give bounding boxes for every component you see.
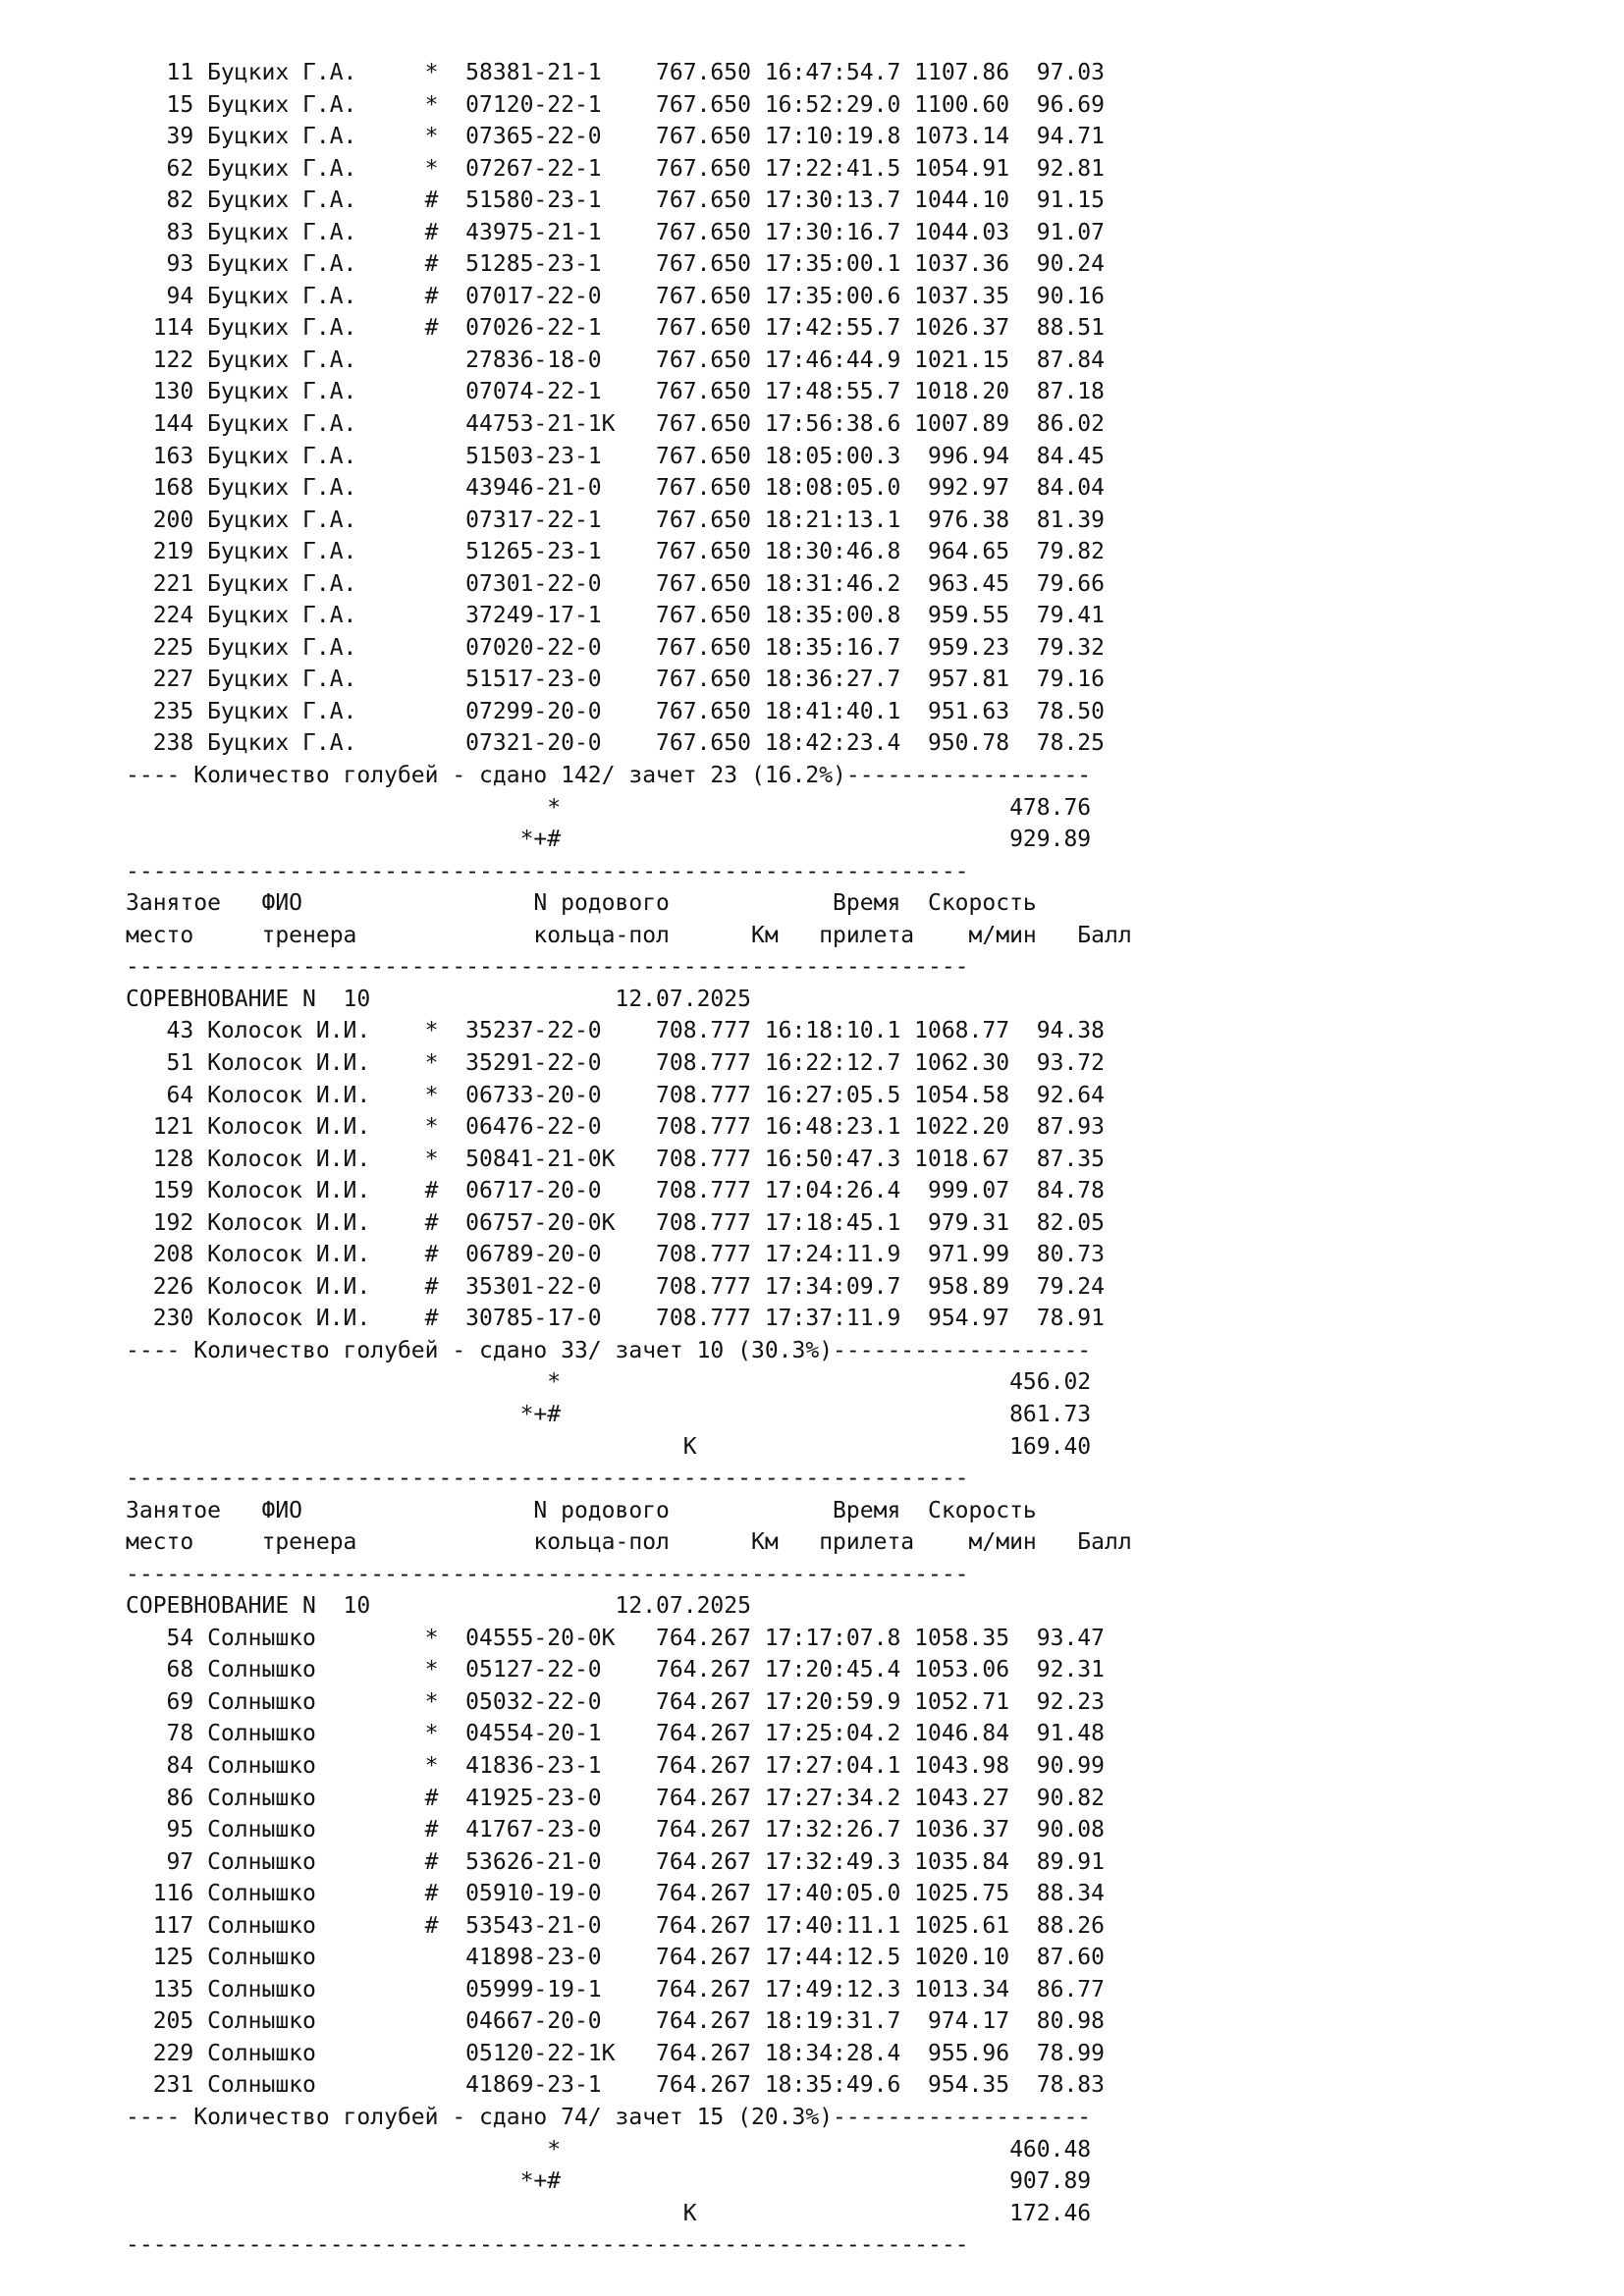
header-separator: --------------------------------------------------------------	[126, 954, 969, 981]
result-row: 163 Буцких Г.А. 51503-23-1 767.650 18:05:00.3 996.94 84.45	[126, 443, 1105, 469]
result-row: 43 Колосок И.И. * 35237-22-0 708.777 16:18:10.1 1068.77 94.38	[126, 1018, 1105, 1044]
result-row: 51 Колосок И.И. * 35291-22-0 708.777 16:22:12.7 1062.30 93.72	[126, 1049, 1105, 1076]
result-row: 168 Буцких Г.А. 43946-21-0 767.650 18:08:05.0 992.97 84.04	[126, 475, 1105, 502]
result-row: 144 Буцких Г.А. 44753-21-1К 767.650 17:56:38.6 1007.89 86.02	[126, 411, 1105, 438]
result-row: 62 Буцких Г.А. * 07267-22-1 767.650 17:22:41.5 1054.91 92.81	[126, 155, 1105, 182]
result-row: 128 Колосок И.И. * 50841-21-0К 708.777 16:50:47.3 1018.67 87.35	[126, 1146, 1105, 1172]
result-row: 130 Буцких Г.А. 07074-22-1 767.650 17:48:55.7 1018.20 87.18	[126, 379, 1105, 405]
result-row: 117 Солнышко # 53543-21-0 764.267 17:40:11.1 1025.61 88.26	[126, 1912, 1105, 1939]
result-row: 231 Солнышко 41869-23-1 764.267 18:35:49.6 954.35 78.83	[126, 2072, 1105, 2099]
result-row: 84 Солнышко * 41836-23-1 764.267 17:27:04.1 1043.98 90.99	[126, 1752, 1105, 1779]
block-separator-top: --------------------------------------------------------------	[126, 1466, 969, 1492]
report-closing-separator: --------------------------------------------------------------	[126, 2232, 969, 2259]
result-row: 83 Буцких Г.А. # 43975-21-1 767.650 17:30:16.7 1044.03 91.07	[126, 219, 1105, 245]
result-row: 235 Буцких Г.А. 07299-20-0 767.650 18:41:40.1 951.63 78.50	[126, 698, 1105, 724]
result-row: 68 Солнышко * 05127-22-0 764.267 17:20:45.4 1053.06 92.31	[126, 1657, 1105, 1683]
result-row: 227 Буцких Г.А. 51517-23-0 767.650 18:36:27.7 957.81 79.16	[126, 667, 1105, 693]
result-row: 97 Солнышко # 53626-21-0 764.267 17:32:49.3 1035.84 89.91	[126, 1848, 1105, 1875]
result-row: 93 Буцких Г.А. # 51285-23-1 767.650 17:35:00.1 1037.36 90.24	[126, 251, 1105, 278]
block-total-line: * 478.76	[126, 794, 1092, 821]
block-footer-count-line: ---- Количество голубей - сдано 142/ зачет 23 (16.2%)------------------	[126, 763, 1092, 789]
block-total-line: * 460.48	[126, 2136, 1092, 2163]
result-row: 82 Буцких Г.А. # 51580-23-1 767.650 17:30:13.7 1044.10 91.15	[126, 187, 1105, 214]
block-total-line: * 456.02	[126, 1369, 1092, 1396]
column-header-line-1: Занятое ФИО N родового Время Скорость	[126, 1497, 1037, 1523]
block-total-line: *+# 907.89	[126, 2168, 1092, 2195]
column-header-line-1: Занятое ФИО N родового Время Скорость	[126, 890, 1037, 917]
block-footer-count-line: ---- Количество голубей - сдано 33/ зачет 10 (30.3%)-------------------	[126, 1337, 1092, 1363]
result-row: 208 Колосок И.И. # 06789-20-0 708.777 17:24:11.9 971.99 80.73	[126, 1242, 1105, 1268]
result-row: 94 Буцких Г.А. # 07017-22-0 767.650 17:35:00.6 1037.35 90.16	[126, 283, 1105, 309]
result-row: 205 Солнышко 04667-20-0 764.267 18:19:31.7 974.17 80.98	[126, 2008, 1105, 2035]
result-row: 69 Солнышко * 05032-22-0 764.267 17:20:59.9 1052.71 92.23	[126, 1688, 1105, 1715]
result-row: 229 Солнышко 05120-22-1К 764.267 18:34:28.4 955.96 78.99	[126, 2040, 1105, 2066]
results-report	[126, 57, 1132, 2262]
result-row: 226 Колосок И.И. # 35301-22-0 708.777 17:34:09.7 958.89 79.24	[126, 1273, 1105, 1300]
result-row: 15 Буцких Г.А. * 07120-22-1 767.650 16:52:29.0 1100.60 96.69	[126, 91, 1105, 118]
column-header-line-2: место тренера кольца-пол Км прилета м/мин Балл	[126, 1529, 1132, 1556]
result-row: 121 Колосок И.И. * 06476-22-0 708.777 16:48:23.1 1022.20 87.93	[126, 1114, 1105, 1141]
block-total-line: *+# 929.89	[126, 827, 1092, 853]
result-row: 122 Буцких Г.А. 27836-18-0 767.650 17:46:44.9 1021.15 87.84	[126, 347, 1105, 373]
result-row: 219 Буцких Г.А. 51265-23-1 767.650 18:30:46.8 964.65 79.82	[126, 539, 1105, 565]
result-row: 95 Солнышко # 41767-23-0 764.267 17:32:26.7 1036.37 90.08	[126, 1817, 1105, 1843]
result-row: 125 Солнышко 41898-23-0 764.267 17:44:12.5 1020.10 87.60	[126, 1945, 1105, 1971]
result-row: 230 Колосок И.И. # 30785-17-0 708.777 17:37:11.9 954.97 78.91	[126, 1306, 1105, 1332]
result-row: 135 Солнышко 05999-19-1 764.267 17:49:12.3 1013.34 86.77	[126, 1976, 1105, 2002]
header-separator: --------------------------------------------------------------	[126, 1561, 969, 1587]
result-row: 114 Буцких Г.А. # 07026-22-1 767.650 17:42:55.7 1026.37 88.51	[126, 315, 1105, 342]
block-total-line: *+# 861.73	[126, 1401, 1092, 1427]
result-row: 78 Солнышко * 04554-20-1 764.267 17:25:04.2 1046.84 91.48	[126, 1721, 1105, 1747]
block-total-line: К 169.40	[126, 1433, 1092, 1460]
result-row: 64 Колосок И.И. * 06733-20-0 708.777 16:27:05.5 1054.58 92.64	[126, 1082, 1105, 1108]
column-header-line-2: место тренера кольца-пол Км прилета м/мин Балл	[126, 922, 1132, 948]
competition-title-line: СОРЕВНОВАНИЕ N 10 12.07.2025	[126, 1593, 751, 1620]
block-footer-count-line: ---- Количество голубей - сдано 74/ зачет 15 (20.3%)-------------------	[126, 2105, 1092, 2130]
result-row: 159 Колосок И.И. # 06717-20-0 708.777 17:04:26.4 999.07 84.78	[126, 1178, 1105, 1204]
result-row: 200 Буцких Г.А. 07317-22-1 767.650 18:21:13.1 976.38 81.39	[126, 507, 1105, 533]
result-row: 238 Буцких Г.А. 07321-20-0 767.650 18:42:23.4 950.78 78.25	[126, 730, 1105, 757]
block-separator-top: --------------------------------------------------------------	[126, 858, 969, 884]
result-row: 11 Буцких Г.А. * 58381-21-1 767.650 16:47:54.7 1107.86 97.03	[126, 60, 1105, 85]
competition-title-line: СОРЕВНОВАНИЕ N 10 12.07.2025	[126, 986, 751, 1012]
result-row: 192 Колосок И.И. # 06757-20-0К 708.777 17:18:45.1 979.31 82.05	[126, 1209, 1105, 1236]
result-row: 225 Буцких Г.А. 07020-22-0 767.650 18:35:16.7 959.23 79.32	[126, 634, 1105, 661]
result-row: 116 Солнышко # 05910-19-0 764.267 17:40:05.0 1025.75 88.34	[126, 1881, 1105, 1907]
result-row: 39 Буцких Г.А. * 07365-22-0 767.650 17:10:19.8 1073.14 94.71	[126, 124, 1105, 150]
block-total-line: К 172.46	[126, 2200, 1092, 2226]
result-row: 224 Буцких Г.А. 37249-17-1 767.650 18:35:00.8 959.55 79.41	[126, 603, 1105, 629]
result-row: 86 Солнышко # 41925-23-0 764.267 17:27:34.2 1043.27 90.82	[126, 1785, 1105, 1811]
result-row: 54 Солнышко * 04555-20-0К 764.267 17:17:07.8 1058.35 93.47	[126, 1625, 1105, 1651]
result-row: 221 Буцких Г.А. 07301-22-0 767.650 18:31:46.2 963.45 79.66	[126, 570, 1105, 597]
